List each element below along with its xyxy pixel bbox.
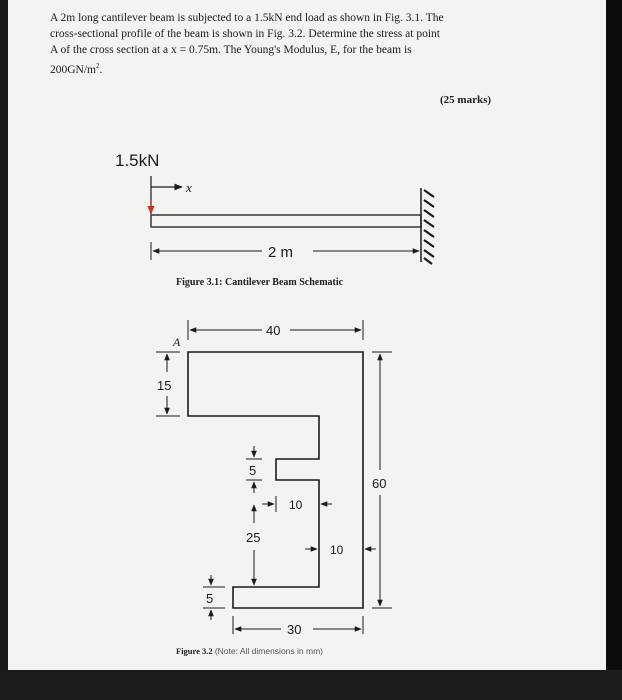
length-label: 2 m	[268, 244, 294, 261]
dim-web-width: 10	[330, 543, 344, 557]
dim-bottom-flange: 5	[206, 591, 214, 606]
beam	[151, 215, 421, 227]
question-line-1: A 2m long cantilever beam is subjected to a 1.5kN end load as shown in Fig. 3.1. The	[50, 12, 444, 24]
dim-top-width: 40	[266, 323, 281, 338]
line-4-end: .	[99, 63, 103, 76]
dim-web-height: 25	[246, 530, 261, 545]
question-line-3: A of the cross section at a x = 0.75m. The Young's Modulus, E, for the beam is	[50, 44, 412, 56]
figure-3-2-label: Figure 3.2	[176, 646, 213, 656]
marks-label: (25 marks)	[440, 94, 492, 106]
wall-hatching	[424, 190, 434, 264]
dim-bottom-width: 30	[287, 622, 302, 637]
figure-3-2-caption	[176, 646, 323, 656]
dim-notch-height: 5	[249, 463, 257, 478]
figure-3-2-note: (Note: All dimensions in mm)	[214, 646, 323, 656]
cross-section-outline	[188, 352, 363, 608]
dim-top-flange: 15	[157, 378, 172, 393]
x-label: x	[186, 180, 192, 195]
dim-notch-width: 10	[289, 498, 303, 512]
question-line-2: cross-sectional profile of the beam is shown in Fig. 3.2. Determine the stress at point	[50, 28, 440, 40]
superscript-2: 2	[96, 62, 100, 70]
point-a-label: A	[173, 335, 181, 349]
dim-total-height: 60	[372, 476, 387, 491]
youngs-modulus-value: 200GN/m	[50, 63, 96, 76]
load-label: 1.5kN	[115, 151, 160, 170]
figure-3-1-caption: Figure 3.1: Cantilever Beam Schematic	[176, 277, 344, 288]
